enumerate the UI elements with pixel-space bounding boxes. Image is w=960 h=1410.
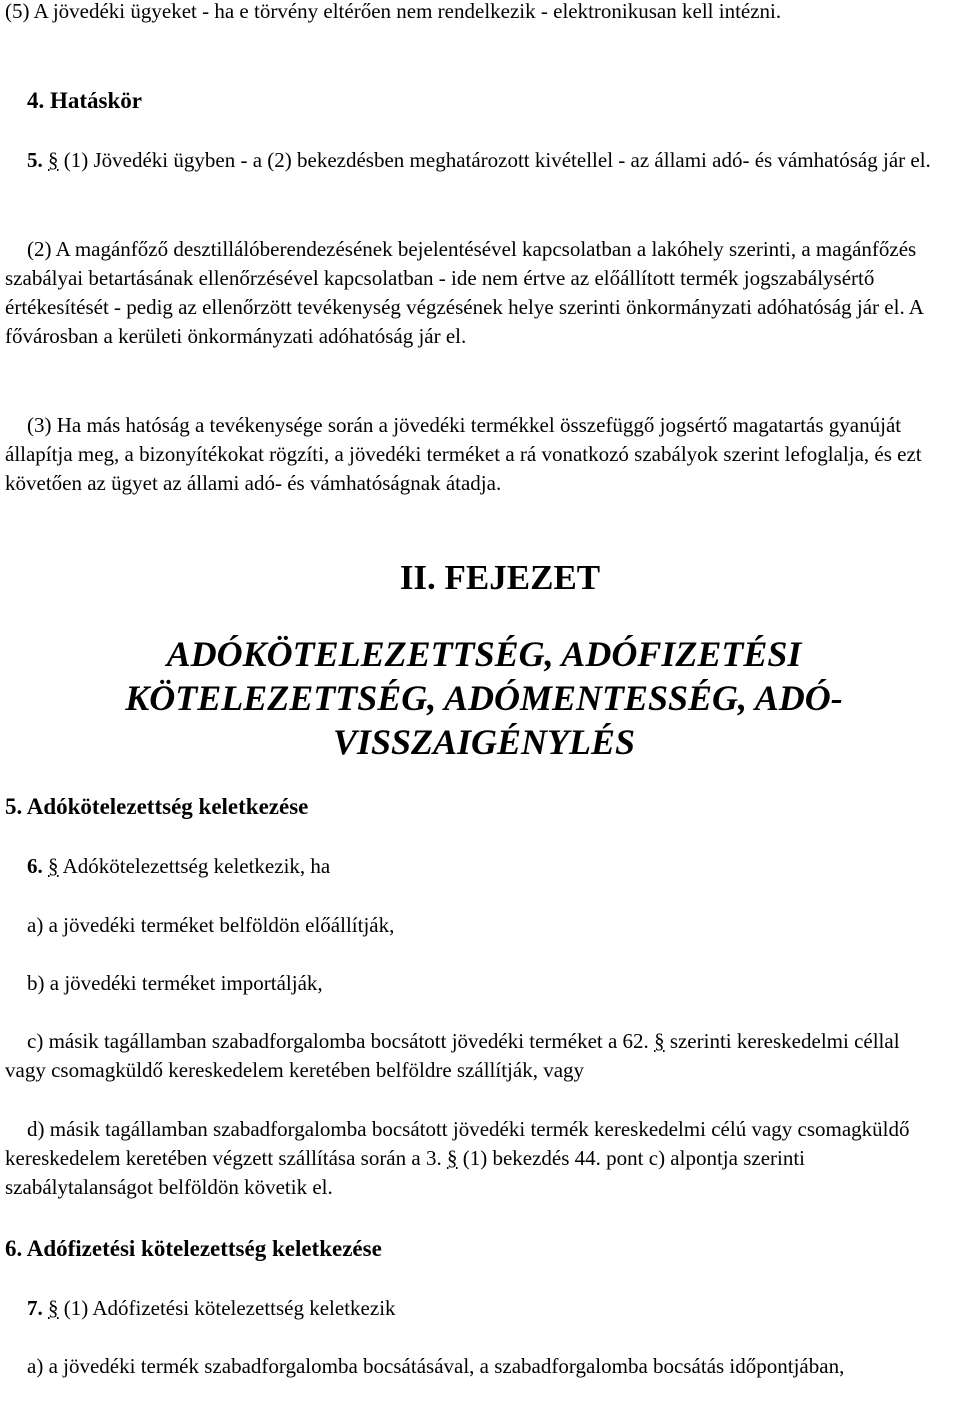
section-5-paragraph-1 — [5, 146, 945, 175]
section-6-item-a: a) a jövedéki terméket belföldön előállítják, — [27, 913, 395, 937]
section-6-item-c — [5, 1027, 935, 1085]
section-5-text: (1) Jövedéki ügyben - a (2) bekezdésben meghatározott kivétellel - az állami adó- és vámhatóság jár el. — [58, 148, 931, 172]
item-c-text-1: c) másik tagállamban szabadforgalomba bocsátott jövedéki terméket a 62. — [27, 1029, 649, 1053]
section-7-paragraph-1 — [5, 1294, 396, 1323]
section-sign-link[interactable]: § — [446, 1146, 458, 1170]
chapter-title — [5, 632, 955, 764]
item-d-text-1: d) másik tagállamban szabadforgalomba bocsátott jövedéki termék kereskedelmi célú vagy csomagküldő kereskedelem keretében végzett szállítása során a 3. — [5, 1117, 910, 1170]
section-number: 7. — [27, 1296, 43, 1320]
section-number: 6. — [27, 854, 43, 878]
chapter-title-line-3: VISSZAIGÉNYLÉS — [332, 722, 636, 762]
item-c-text-2: szerinti kereskedelmi céllal vagy csomagküldő kereskedelem keretében belföldre szállítják, vagy — [5, 1029, 900, 1082]
section-sign-link[interactable]: § — [48, 854, 59, 878]
item-d-text-2: (1) bekezdés 44. pont c) alpontja szerinti szabálytalanságot belföldön követik el. — [5, 1146, 806, 1199]
chapter-title-line-1: ADÓKÖTELEZETTSÉG, ADÓFIZETÉSI — [166, 634, 802, 674]
section-5-paragraph-2: (2) A magánfőző desztillálóberendezésének bejelentésével kapcsolatban a lakóhely szerinti, a magánfőzés szabályai betartásának ellenőrzésével kapcsolatban - ide nem értve az előállított termék jogszabálysértő értékesítését - pedig az ellenőrzött tevékenység végzésének helye szerinti önkormányzati adóhatóság jár el. A fővárosban a kerületi önkormányzati adóhatóság jár el. — [5, 237, 923, 348]
section-6-item-d — [5, 1115, 955, 1202]
section-6-item-b: b) a jövedéki terméket importálják, — [27, 971, 323, 995]
section-number: 5. — [27, 148, 43, 172]
heading-adofizetesi: 6. Adófizetési kötelezettség keletkezése — [5, 1236, 382, 1261]
section-sign-link[interactable]: § — [48, 1296, 59, 1320]
section-7-item-a: a) a jövedéki termék szabadforgalomba bocsátásával, a szabadforgalomba bocsátás időpontjában, — [27, 1354, 845, 1378]
section-sign-link[interactable]: § — [48, 148, 59, 172]
chapter-heading: II. FEJEZET — [399, 558, 601, 597]
heading-hataskor: 4. Hatáskör — [27, 88, 142, 113]
section-sign-link[interactable]: § — [654, 1029, 665, 1053]
section-6-text: Adókötelezettség keletkezik, ha — [58, 854, 331, 878]
heading-adokotelezettseg: 5. Adókötelezettség keletkezése — [5, 794, 309, 819]
chapter-title-line-2: KÖTELEZETTSÉG, ADÓMENTESSÉG, ADÓ- — [125, 678, 843, 718]
paragraph-5-electronic: (5) A jövedéki ügyeket - ha e törvény eltérően nem rendelkezik - elektronikusan kell intézni. — [5, 0, 782, 23]
section-5-paragraph-3: (3) Ha más hatóság a tevékenysége során a jövedéki termékkel összefüggő jogsértő magatartás gyanúját állapítja meg, a bizonyítékokat rögzíti, a jövedéki terméket a rá vonatkozó szabályok szerint lefoglalja, és ezt követően az ügyet az állami adó- és vámhatóságnak átadja. — [5, 413, 922, 495]
section-7-text: (1) Adófizetési kötelezettség keletkezik — [58, 1296, 396, 1320]
section-6-intro — [5, 852, 330, 881]
